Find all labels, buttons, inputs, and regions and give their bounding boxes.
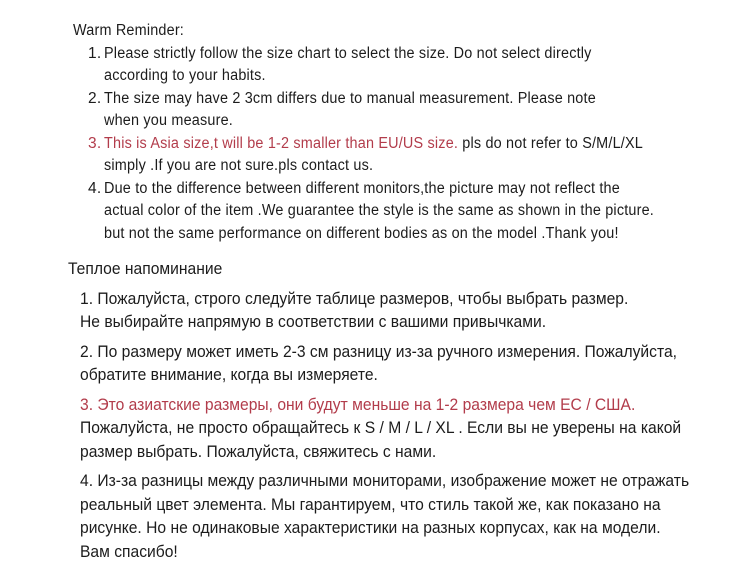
reminder-line: реальный цвет элемента. Мы гарантируем, что стиль такой же, как показано на: [80, 493, 696, 517]
item-number: 1.: [88, 43, 104, 66]
reminder-line: 2. По размеру может иметь 2-3 см разницу из-за ручного измерения. Пожалуйста,: [80, 340, 696, 364]
ru-reminder-item-2: [80, 340, 750, 387]
reminder-line: actual color of the item .We guarantee the style is the same as shown in the picture.: [104, 200, 705, 223]
red-warning-text: This is Asia size,t will be 1-2 smaller than EU/US size.: [104, 135, 458, 152]
en-reminder-item-4: [88, 178, 750, 246]
red-warning-text: 3. Это азиатские размеры, они будут меньше на 1-2 размера чем ЕС / США.: [80, 393, 696, 417]
ru-reminder-item-1: [80, 287, 750, 334]
item-number: 4.: [88, 178, 104, 201]
warm-reminder-title: Warm Reminder:: [73, 20, 703, 43]
reminder-line: Please strictly follow the size chart to select the size. Do not select directly: [104, 43, 705, 66]
reminder-line: but not the same performance on different bodies as on the model .Thank you!: [104, 223, 705, 246]
reminder-line: 1. Пожалуйста, строго следуйте таблице размеров, чтобы выбрать размер.: [80, 287, 696, 311]
russian-reminder-section: [0, 257, 750, 563]
ru-reminder-title: Теплое напоминание: [68, 257, 695, 281]
item-lines: [104, 88, 750, 133]
reminder-line: рисунке. Но не одинаковые характеристики на разных корпусах, как на модели.: [80, 516, 696, 540]
reminder-line: Due to the difference between different monitors,the picture may not reflect the: [104, 178, 705, 201]
reminder-line: Пожалуйста, не просто обращайтесь к S / M / L / XL . Если вы не уверены на какой: [80, 416, 696, 440]
item-lines: [104, 133, 750, 178]
ru-reminder-item-3: [80, 393, 750, 464]
en-reminder-item-2: [88, 88, 750, 133]
reminder-line: обратите внимание, когда вы измеряете.: [80, 363, 696, 387]
reminder-line: [104, 133, 705, 156]
warning-continuation-text: pls do not refer to S/M/L/XL: [458, 135, 643, 152]
reminder-line: according to your habits.: [104, 65, 705, 88]
item-lines: [104, 178, 750, 246]
item-number: 2.: [88, 88, 104, 111]
ru-reminder-item-4: [80, 469, 750, 563]
reminder-line: размер выбрать. Пожалуйста, свяжитесь с нами.: [80, 440, 696, 464]
reminder-line: when you measure.: [104, 110, 705, 133]
en-reminder-item-1: [88, 43, 750, 88]
english-reminder-section: [0, 20, 750, 245]
reminder-line: Вам спасибо!: [80, 540, 696, 563]
reminder-line: 4. Из-за разницы между различными мониторами, изображение может не отражать: [80, 469, 696, 493]
reminder-line: Не выбирайте напрямую в соответствии с вашими привычками.: [80, 310, 696, 334]
reminder-line: simply .If you are not sure.pls contact us.: [104, 155, 705, 178]
item-lines: [104, 43, 750, 88]
item-number: 3.: [88, 133, 104, 156]
reminder-line: The size may have 2 3cm differs due to manual measurement. Please note: [104, 88, 705, 111]
en-reminder-item-3: [88, 133, 750, 178]
